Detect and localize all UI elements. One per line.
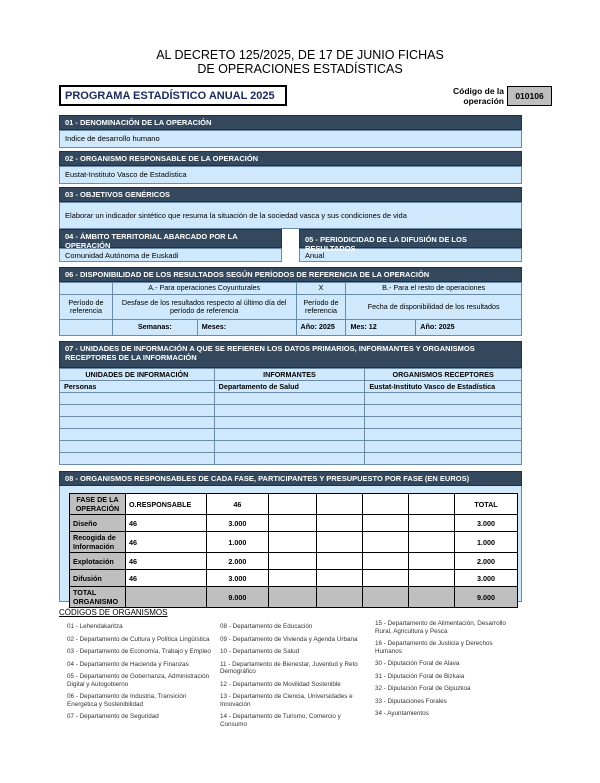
section-01-header: 01 - DENOMINACIÓN DE LA OPERACIÓN xyxy=(59,115,522,130)
grand-total: 9.000 xyxy=(455,587,518,608)
section-05-header: 05 - PERIODICIDAD DE LA DIFUSIÓN DE LOS RESULTADOS xyxy=(299,229,522,248)
generic-objectives: Elaborar un indicador sintético que resuma la situación de la sociedad vasca y sus condiciones de vida xyxy=(59,202,522,229)
responsible-label: O.RESPONSABLE xyxy=(125,494,206,515)
phase-responsible: 46 xyxy=(125,553,206,570)
months: Meses: xyxy=(197,320,296,336)
legend-col-3 xyxy=(375,620,515,723)
receiver: Eustat-Instituto Vasco de Estadística xyxy=(365,381,522,393)
title-line-1: AL DECRETO 125/2025, DE 17 DE JUNIO FICHAS xyxy=(156,48,444,62)
phase-name: Explotación xyxy=(70,553,126,570)
section-02 xyxy=(59,151,522,184)
table-row xyxy=(60,429,522,441)
section-08-header: 08 - ORGANISMOS RESPONSABLES DE CADA FASE, PARTICIPANTES Y PRESUPUESTO POR FASE (EN EUROS) xyxy=(59,471,522,486)
section-06 xyxy=(59,267,522,336)
legend-item: 06 - Departamento de Industria, Transición Energética y Sostenibilidad xyxy=(67,693,187,708)
phase-budget: 2.000 xyxy=(206,553,268,570)
dissemination-periodicity: Anual xyxy=(299,248,522,262)
legend-item: 10 - Departamento de Salud xyxy=(220,648,300,655)
section-04 xyxy=(59,229,282,262)
section-03 xyxy=(59,187,522,229)
informant: Departamento de Salud xyxy=(214,381,365,393)
phase-budget: 3.000 xyxy=(206,570,268,587)
weeks: Semanas: xyxy=(112,320,197,336)
phase-responsible: 46 xyxy=(125,515,206,532)
phase-total: 2.000 xyxy=(455,553,518,570)
table-row xyxy=(60,381,522,393)
legend-item: 12 - Departamento de Movilidad Sostenible xyxy=(220,680,341,688)
document-title xyxy=(0,48,600,76)
phase-responsible: 46 xyxy=(125,570,206,587)
legend-col-2 xyxy=(220,623,365,733)
table-row xyxy=(60,441,522,453)
section-03-header: 03 - OBJETIVOS GENÉRICOS xyxy=(59,187,522,202)
col-receivers: ORGANISMOS RECEPTORES xyxy=(365,369,522,381)
col-info-units: UNIDADES DE INFORMACIÓN xyxy=(60,369,215,381)
table-row xyxy=(60,393,522,405)
phase-label: FASE DE LA OPERACIÓN xyxy=(70,494,126,515)
territorial-scope: Comunidad Autónoma de Euskadi xyxy=(59,248,282,262)
table-row xyxy=(70,515,518,532)
section-07-header: 07 - UNIDADES DE INFORMACIÓN A QUE SE REFIEREN LOS DATOS PRIMARIOS, INFORMANTES Y ORGANISMOS RECEPTORES DE LA INFORMACIÓN xyxy=(59,341,522,368)
legend-item: 15 - Departamento de Alimentación, Desarrollo Rural, Agricultura y Pesca xyxy=(375,620,506,635)
legend-item: 02 - Departamento de Cultura y Política Lingüística xyxy=(67,635,210,643)
year-availability: Año: 2025 xyxy=(416,320,522,336)
legend-title: CÓDIGOS DE ORGANISMOS xyxy=(59,608,168,617)
phase-budget: 3.000 xyxy=(206,515,268,532)
legend-item: 03 - Departamento de Economía, Trabajo y Empleo xyxy=(67,648,211,655)
title-line-2: DE OPERACIONES ESTADÍSTICAS xyxy=(197,62,403,76)
section-06-header: 06 - DISPONIBILIDAD DE LOS RESULTADOS SEGÚN PERÍODOS DE REFERENCIA DE LA OPERACIÓN xyxy=(59,267,522,282)
operation-name: Indice de desarrollo humano xyxy=(59,130,522,148)
legend-item: 09 - Departamento de Vivienda y Agenda Urbana xyxy=(220,635,358,643)
phase-total: 3.000 xyxy=(455,570,518,587)
legend-col-1 xyxy=(67,623,217,726)
total-row xyxy=(70,587,518,608)
section-01 xyxy=(59,115,522,148)
table-row xyxy=(60,453,522,465)
legend-item: 16 - Departamento de Justicia y Derechos Humanos xyxy=(375,640,493,655)
x-mark: X xyxy=(296,283,346,295)
legend-item: 32 - Diputación Foral de Gipuzkoa xyxy=(375,685,471,692)
program-title: PROGRAMA ESTADÍSTICO ANUAL 2025 xyxy=(59,85,287,106)
year-ref: Año: 2025 xyxy=(296,320,346,336)
section-04-header: 04 - ÁMBITO TERRITORIAL ABARCADO POR LA OPERACIÓN xyxy=(59,229,282,248)
table-row xyxy=(60,405,522,417)
legend-item: 07 - Departamento de Seguridad xyxy=(67,713,159,720)
phase-responsible: 46 xyxy=(125,532,206,553)
total-org-value: 9.000 xyxy=(206,587,268,608)
legend-item: 30 - Diputación Foral de Alava xyxy=(375,660,460,667)
phase-name: Difusión xyxy=(70,570,126,587)
phase-budget: 1.000 xyxy=(206,532,268,553)
col-informants: INFORMANTES xyxy=(214,369,365,381)
table-row xyxy=(70,553,518,570)
operation-code: 010106 xyxy=(507,86,552,106)
legend-item: 33 - Diputaciones Forales xyxy=(375,697,447,705)
legend-item: 31 - Diputación Foral de Bizkaia xyxy=(375,672,465,680)
table-row xyxy=(60,417,522,429)
section-02-header: 02 - ORGANISMO RESPONSABLE DE LA OPERACIÓN xyxy=(59,151,522,166)
legend-item: 34 - Ayuntamientos xyxy=(375,710,429,717)
legend-item: 11 - Departamento de Bienestar, Juventud y Reto Demográfico xyxy=(220,660,358,675)
legend-item: 14 - Departamento de Turismo, Comercio y Consumo xyxy=(220,713,341,728)
legend-item: 05 - Departamento de Gobernanza, Administración Digital y Autogobierno xyxy=(67,673,210,688)
month-availability: Mes: 12 xyxy=(346,320,416,336)
information-units-table xyxy=(59,368,522,465)
phase-total: 3.000 xyxy=(455,515,518,532)
phase-name: Recogida de Información xyxy=(70,532,126,553)
other-ops-label: B.- Para el resto de operaciones xyxy=(346,283,522,295)
legend-item: 08 - Departamento de Educación xyxy=(220,623,313,630)
section-05 xyxy=(299,229,522,262)
reference-period-b: Período de referencia xyxy=(296,295,346,320)
legend-item: 13 - Departamento de Ciencia, Universidades e Innovación xyxy=(220,693,353,708)
reference-period-a: Período de referencia xyxy=(60,295,113,320)
operation-code-label: Código de la operación xyxy=(453,86,504,106)
info-unit: Personas xyxy=(60,381,215,393)
lag-label: Desfase de los resultados respecto al último día del período de referencia xyxy=(112,295,296,320)
phase-total: 1.000 xyxy=(455,532,518,553)
availability-date-label: Fecha de disponibilidad de los resultados xyxy=(346,295,522,320)
total-header: TOTAL xyxy=(455,494,518,515)
phase-name: Diseño xyxy=(70,515,126,532)
table-row xyxy=(70,532,518,553)
availability-table xyxy=(59,282,522,336)
section-08 xyxy=(59,471,522,606)
section-07 xyxy=(59,341,522,465)
org-code-header: 46 xyxy=(206,494,268,515)
budget-table xyxy=(69,493,518,608)
table-row xyxy=(70,570,518,587)
coyuntural-label: A.- Para operaciones Coyunturales xyxy=(112,283,296,295)
legend-item: 04 - Departamento de Hacienda y Finanzas xyxy=(67,660,189,668)
total-org-label: TOTAL ORGANISMO xyxy=(70,587,126,608)
responsible-org: Eustat-Instituto Vasco de Estadística xyxy=(59,166,522,184)
legend-item: 01 - Lehendakaritza xyxy=(67,623,123,630)
